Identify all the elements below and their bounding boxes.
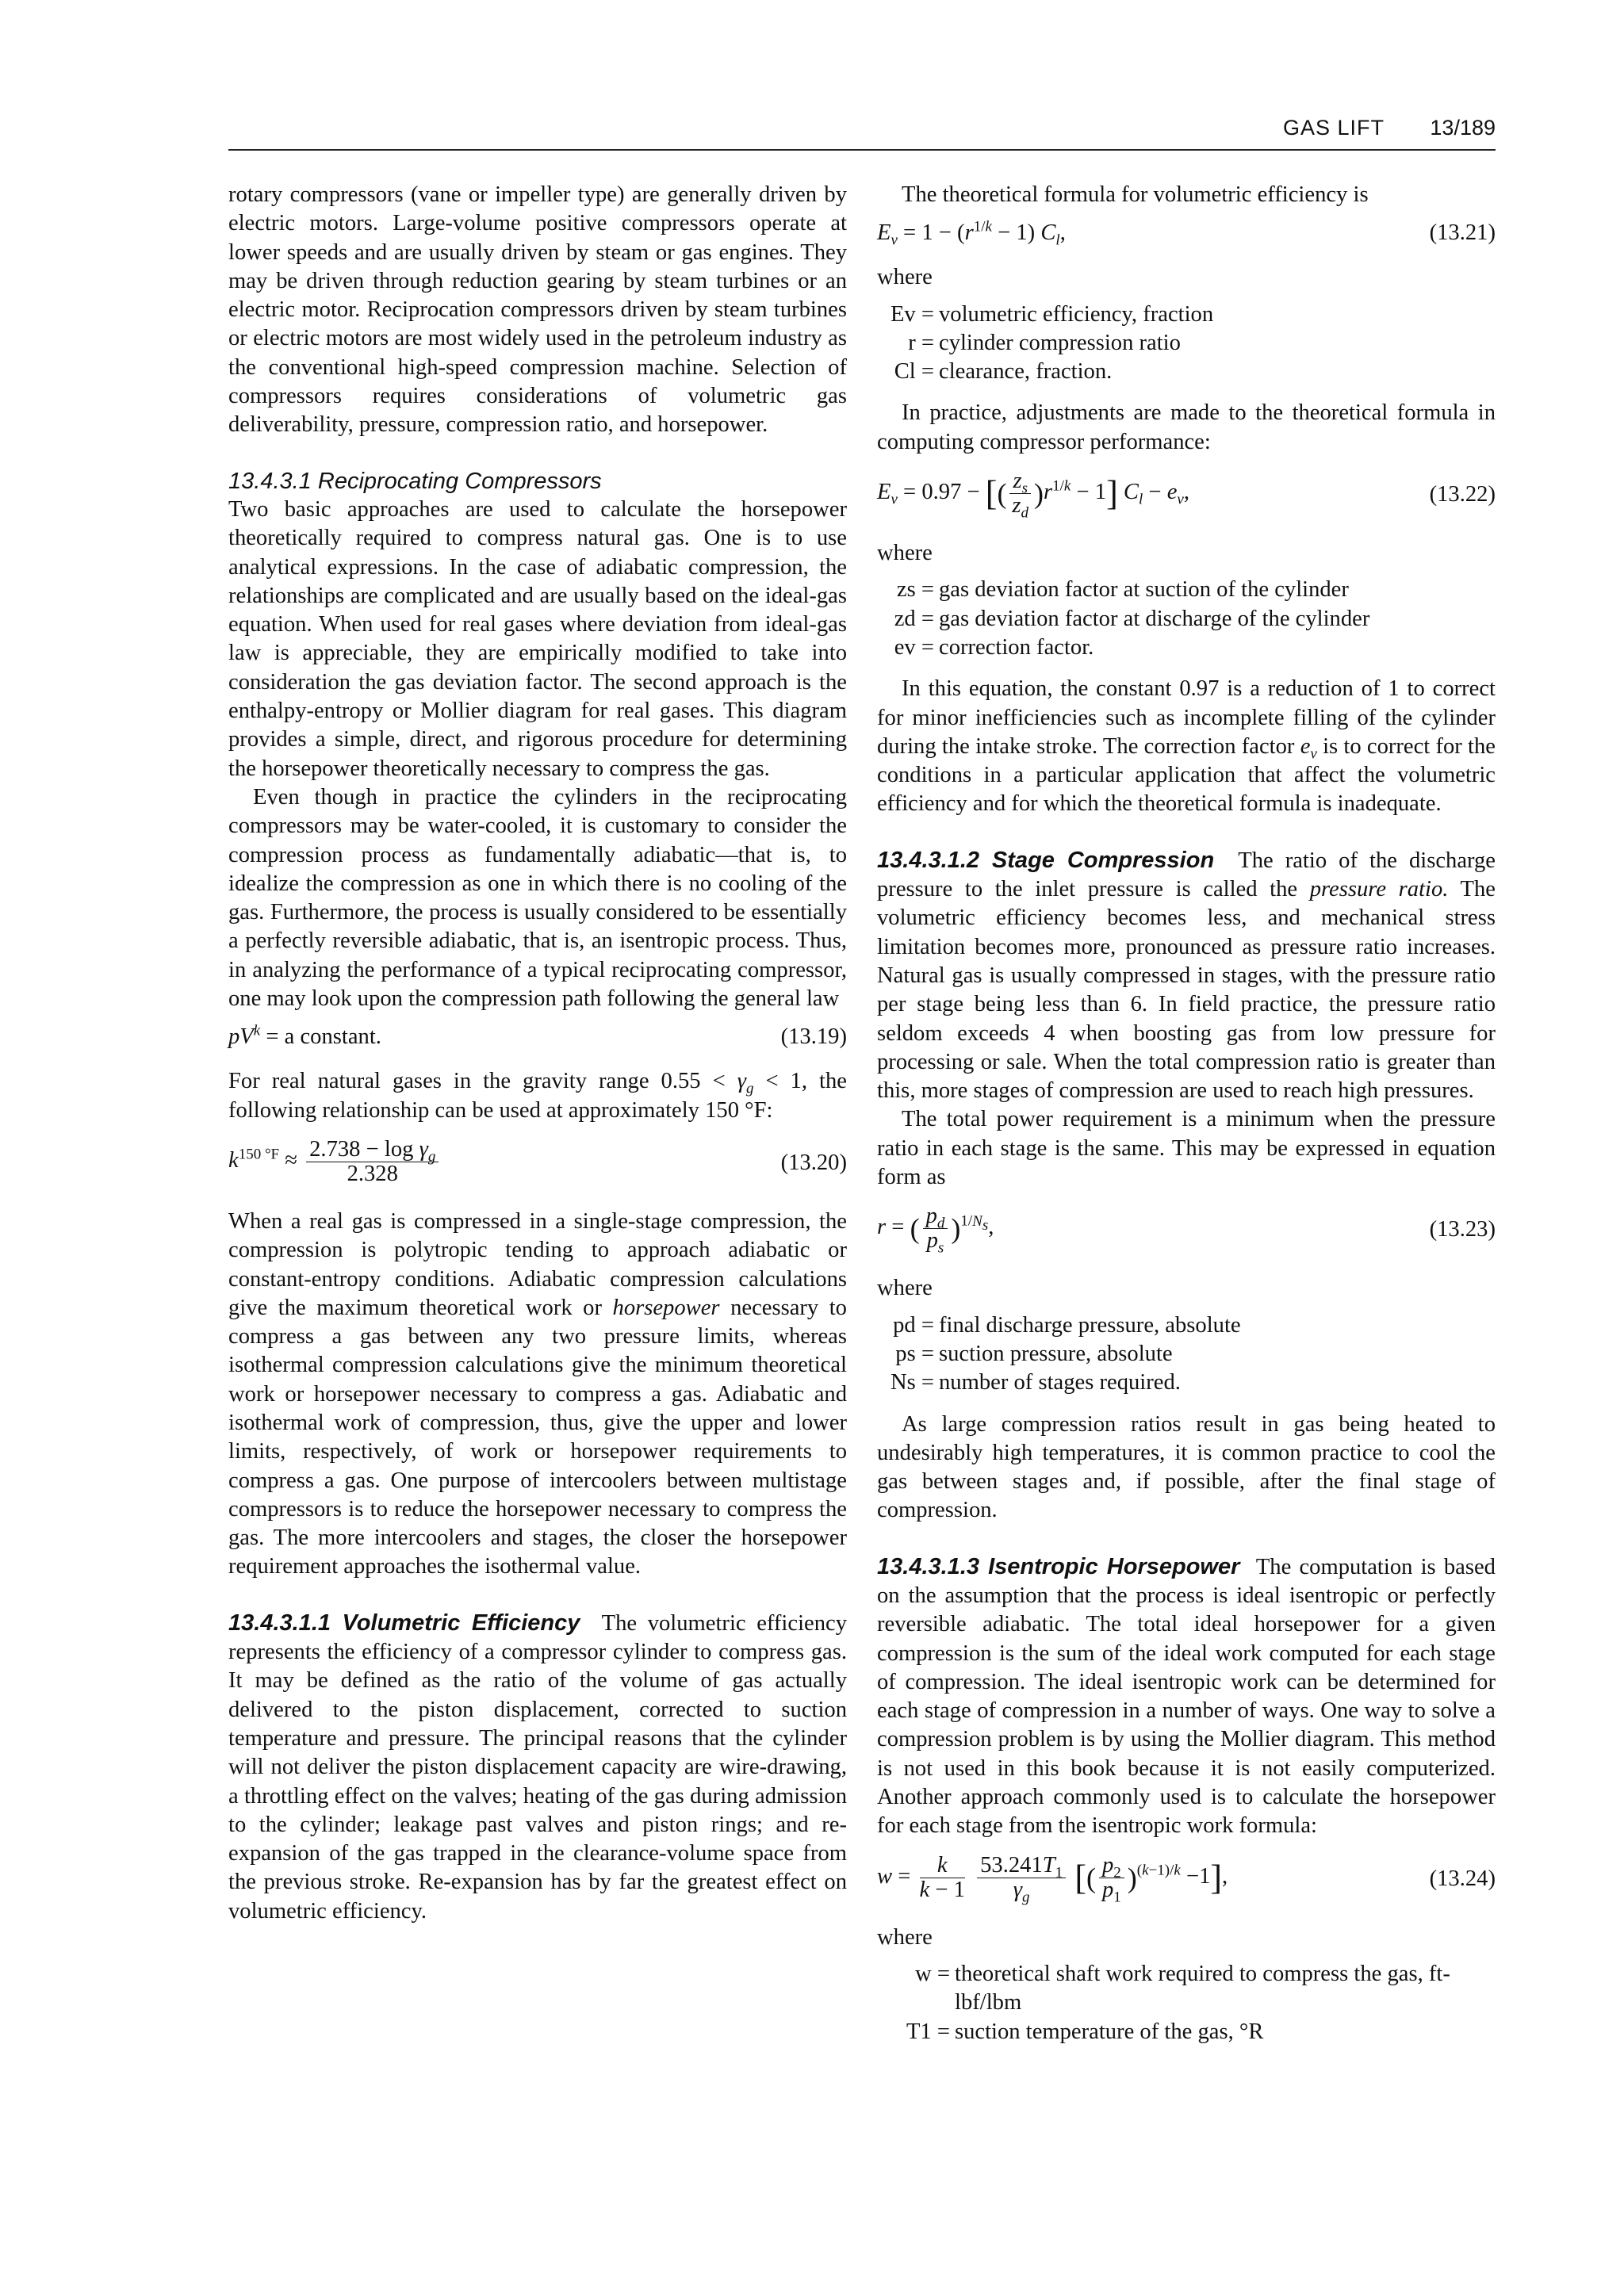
paragraph: The total power requirement is a minimum when the pressure ratio in each stage is the same. This may be expressed in equation form as [877, 1107, 1496, 1190]
equation-number: (13.24) [1429, 1866, 1496, 1891]
running-title: GAS LIFT [1282, 116, 1385, 140]
equation-13-19: $pV^k = a$ constant. (13.19) [228, 1023, 847, 1058]
subsection-paragraph: 13.4.3.1.3 Isentropic Horsepower The computation is based on the assumption that the process is ideal isentropic or perfectly reversible adiabatic. The total ideal horsepower for a given compression is the sum of the ideal work computed for each stage of compression. The ideal isentropic work can be determined for each stage of compression in a number of ways. One way to solve a compression problem is by using the Mollier diagram. This method is not used in this book because it is not easily computerized. Another approach commonly used is to calculate the horsepower for each stage from the isentropic work formula: [877, 1553, 1496, 1839]
equation-number: (13.23) [1429, 1217, 1496, 1242]
paragraph: In this equation, the constant 0.97 is a reduction of 1 to correct for minor inefficiencies such as incomplete filling of the cylinder during the intake stroke. The correction factor $e_v$ is to correct for the conditions in a particular application that affect the volumetric efficiency and for which the theoretical formula is inadequate. [877, 676, 1496, 817]
paragraph: Two basic approaches are used to calculate the horsepower theoretically required to compress natural gas. One is to use analytical expressions. In the case of adiabatic compression, the relationships are complicated and are usually based on the ideal-gas equation. When used for real gases where deviation from ideal-gas law is appreciable, they are empirically modified to take into consideration the gas deviation factor. The second approach is the enthalpy-entropy or Mollier diagram for real gases. This diagram provides a simple, direct, and rigorous procedure for determining the horsepower theoretically necessary to compress the gas. [228, 496, 847, 781]
equation-number: (13.20) [780, 1150, 847, 1175]
subsection-paragraph: 13.4.3.1.1 Volumetric Efficiency The volumetric efficiency represents the efficiency of a compressor cylinder to compress gas. It may be defined as the ratio of the volume of gas actually delivered to the piston displacement, corrected to suction temperature and pressure. The principal reasons that the cylinder will not deliver the piston displacement capacity are wire-drawing, a throttling effect on the valves; heating of the gas during admission to the cylinder; leakage past valves and piston rings; and re-expansion of the gas trapped in the clearance-volume space from the previous stroke. Re-expansion has by far the greatest effect on volumetric efficiency. [228, 1610, 847, 1924]
paragraph: The theoretical formula for volumetric efficiency is [902, 182, 1369, 207]
section-heading: 13.4.3.1 Reciprocating Compressors [228, 468, 602, 494]
definition-list: pd = final discharge pressure, absolute ps = suction pressure, absolute Ns = number of stages required. [890, 1312, 1241, 1395]
where-label: where [877, 1276, 933, 1301]
page-number: 13/189 [1430, 116, 1496, 140]
subsection-paragraph: 13.4.3.1.2 Stage Compression The ratio of the discharge pressure to the inlet pressure is called the pressure ratio. The volumetric efficiency becomes less, and mechanical stress limitation becomes more, pronounced as pressure ratio increases. Natural gas is usually compressed in stages, with the pressure ratio per stage being less than 6. In field practice, the pressure ratio seldom exceeds 4 when boosting gas from low pressure for processing or sale. When the total compression ratio is greater than this, more stages of compression are used to reach high pressures. [877, 847, 1496, 1104]
equation-13-20: $k^{150 ^\circ F}$ ≈ $\frac{2.738 - \log \gamma_g}{2.328}$ (13.20) [228, 1136, 847, 1186]
equation-number: (13.21) [1429, 220, 1496, 246]
paragraph: In practice, adjustments are made to the theoretical formula in computing compressor performance: [877, 400, 1496, 454]
subsection-heading: 13.4.3.1.3 Isentropic Horsepower [877, 1553, 1240, 1579]
paragraph: When a real gas is compressed in a single-stage compression, the compression is polytropic tending to approach adiabatic or constant-entropy conditions. Adiabatic compression calculations give the maximum theoretical work or horsepower necessary to compress a gas between any two pressure limits, whereas isothermal compression calculations give the minimum theoretical work or horsepower necessary to compress a gas. Adiabatic and isothermal work of compression, thus, give the upper and lower limits, respectively, of work or horsepower requirements to compress a gas. One purpose of intercoolers between multistage compressors is to reduce the horsepower necessary to compress the gas. The more intercoolers and stages, the closer the horsepower requirement approaches the isothermal value. [228, 1208, 847, 1579]
equation-13-22: $E_v = 0.97$ − [( $\frac{z_s}{z_d}$ )$r^{1/k} - 1$] $C_l - e_v$, (13.22) [877, 469, 1496, 522]
where-label: where [877, 1924, 933, 1950]
subsection-heading: 13.4.3.1.2 Stage Compression [877, 847, 1215, 873]
page-header [228, 116, 1496, 151]
equation-number: (13.19) [780, 1024, 847, 1050]
definition-list: w = theoretical shaft work required to compress the gas, ft-lbf/lbm T1 = suction temperature of the gas, °R [906, 1961, 1450, 2044]
equation-13-23: r = ( $\frac{p_d}{p_s}$ )$^{1/N_s}$, (13.23) [877, 1204, 1496, 1258]
equation-13-21: $E_v = 1 - (r^{1/k} - 1)$ $C_l$, (13.21) [877, 218, 1496, 250]
right-column [877, 181, 1496, 2059]
left-column [228, 181, 847, 1926]
paragraph: rotary compressors (vane or impeller type) are generally driven by electric motors. Large-volume positive compressors operate at lower speeds and are usually driven by steam or gas engines. They may be driven through reduction gearing by steam turbines or an electric motor. Reciprocation compressors driven by steam turbines or electric motors are most widely used in the petroleum industry as the conventional high-speed compression machine. Selection of compressors requires considerations of volumetric gas deliverability, pressure, compression ratio, and horsepower. [228, 182, 847, 438]
equation-number: (13.22) [1429, 482, 1496, 507]
where-label: where [877, 265, 933, 290]
paragraph: As large compression ratios result in gas being heated to undesirably high temperatures, it is common practice to cool the gas between stages and, if possible, after the final stage of compression. [877, 1411, 1496, 1523]
definition-list: zs = gas deviation factor at suction of the cylinder zd = gas deviation factor at discharge of the cylinder ev = correction factor. [894, 577, 1370, 660]
where-label: where [877, 541, 933, 566]
paragraph: For real natural gases in the gravity range $0.55 < \gamma_g < 1$, the following relationship can be used at approximately 150 °F: [228, 1069, 847, 1123]
paragraph: Even though in practice the cylinders in the reciprocating compressors may be water-cooled, it is customary to consider the compression process as fundamentally adiabatic—that is, to idealize the compression as one in which there is no cooling of the gas. Furthermore, the process is usually considered to be essentially a perfectly reversible adiabatic, that is, an isentropic process. Thus, in analyzing the performance of a typical reciprocating compressor, one may look upon the compression path following the general law [228, 784, 847, 1012]
equation-text: = a constant. [266, 1024, 381, 1050]
definition-list: Ev = volumetric efficiency, fraction r = cylinder compression ratio Cl = clearance, fraction. [890, 301, 1214, 385]
subsection-heading: 13.4.3.1.1 Volumetric Efficiency [228, 1610, 580, 1636]
equation-13-24: w = $\frac{k}{k - 1}$ $\frac{53.241T_1}{\gamma_g}$ [( $\frac{p_2}{p_1}$ )$^{(k-1)/k}$ −1], (13.24) [877, 1852, 1496, 1906]
